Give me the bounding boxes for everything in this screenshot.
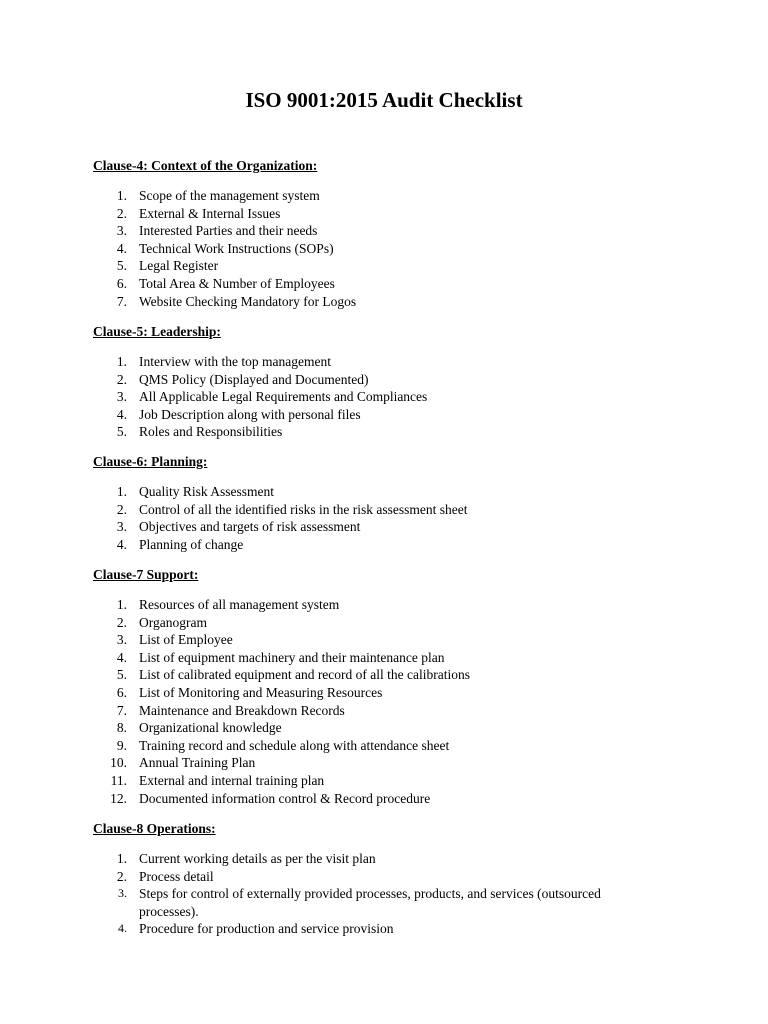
list-item [93, 187, 693, 205]
list-item [93, 754, 693, 772]
list-item [93, 501, 693, 519]
section-clause-6 [93, 453, 693, 553]
item-text: Process detail [139, 868, 214, 884]
item-number: 3. [116, 632, 127, 648]
list-item [93, 850, 693, 868]
item-number: 12. [110, 790, 127, 806]
item-number: 6. [116, 275, 127, 291]
list-item [93, 371, 693, 389]
item-text: Legal Register [139, 258, 219, 274]
item-text: List of Employee [139, 632, 233, 648]
item-number: 6. [116, 684, 127, 700]
checklist [93, 596, 693, 807]
list-item [93, 388, 693, 406]
item-number: 2. [116, 371, 127, 387]
section-heading: Clause-5: Leadership: [93, 324, 221, 339]
item-number: 5. [116, 424, 127, 440]
checklist [93, 483, 693, 553]
list-item [93, 518, 693, 536]
item-text: Roles and Responsibilities [139, 424, 283, 440]
list-item [93, 240, 693, 258]
list-item [93, 536, 693, 554]
item-text: Interview with the top management [139, 354, 331, 369]
item-text: External & Internal Issues [139, 205, 281, 221]
item-text: Technical Work Instructions (SOPs) [139, 240, 334, 256]
item-text: Quality Risk Assessment [139, 484, 275, 499]
list-item [93, 353, 693, 371]
section-heading: Clause-8 Operations: [93, 821, 216, 836]
item-text: Planning of change [139, 536, 244, 552]
item-number: 4. [116, 240, 127, 256]
item-number: 11. [110, 772, 127, 788]
list-item [93, 666, 693, 684]
item-text: Procedure for production and service provision [139, 921, 394, 937]
item-number: 7. [116, 702, 127, 718]
item-number: 2. [116, 614, 127, 630]
list-item [93, 631, 693, 649]
item-number: 5. [116, 258, 127, 274]
item-text: All Applicable Legal Requirements and Compliances [139, 389, 428, 405]
item-number: 1. [116, 597, 127, 612]
item-number: 4. [118, 921, 127, 936]
item-text: Organizational knowledge [139, 720, 282, 736]
section-heading: Clause-6: Planning: [93, 454, 208, 469]
item-number: 3. [118, 886, 127, 901]
list-item [93, 423, 693, 441]
item-text: Interested Parties and their needs [139, 223, 318, 239]
item-text: Job Description along with personal files [139, 406, 361, 422]
list-item [93, 649, 693, 667]
item-number: 4. [116, 649, 127, 665]
list-item [93, 719, 693, 737]
item-number: 4. [116, 406, 127, 422]
list-item [93, 702, 693, 720]
item-number: 2. [116, 501, 127, 517]
section-clause-8 [93, 820, 693, 938]
list-item [93, 868, 693, 886]
item-number: 1. [116, 851, 127, 866]
item-text: Objectives and targets of risk assessment [139, 519, 361, 535]
list-item [93, 406, 693, 424]
item-number: 3. [116, 519, 127, 535]
list-item [93, 614, 693, 632]
item-number: 4. [116, 536, 127, 552]
section-clause-7 [93, 566, 693, 807]
item-text: Steps for control of externally provided processes, products, and services (outsourced processes). [139, 886, 601, 919]
item-text: Maintenance and Breakdown Records [139, 702, 345, 718]
item-text: External and internal training plan [139, 772, 325, 788]
item-text: Scope of the management system [139, 188, 320, 203]
item-text: Current working details as per the visit plan [139, 851, 376, 866]
item-number: 9. [116, 737, 127, 753]
list-item [93, 205, 693, 223]
item-text: List of Monitoring and Measuring Resources [139, 684, 383, 700]
item-text: List of equipment machinery and their maintenance plan [139, 649, 445, 665]
list-item [93, 790, 693, 808]
item-number: 2. [116, 205, 127, 221]
item-text: Website Checking Mandatory for Logos [139, 293, 357, 309]
item-number: 1. [116, 484, 127, 499]
item-text: Resources of all management system [139, 597, 340, 612]
list-item [93, 737, 693, 755]
section-clause-4 [93, 157, 693, 310]
item-number: 8. [116, 720, 127, 736]
item-number: 7. [116, 293, 127, 309]
list-item [93, 596, 693, 614]
item-number: 3. [116, 223, 127, 239]
list-item [93, 920, 693, 938]
list-item [93, 257, 693, 275]
checklist [93, 187, 693, 310]
item-text: Control of all the identified risks in the risk assessment sheet [139, 501, 468, 517]
item-number: 1. [116, 188, 127, 203]
item-text: QMS Policy (Displayed and Documented) [139, 371, 369, 387]
item-text: Training record and schedule along with attendance sheet [139, 737, 450, 753]
item-text: Annual Training Plan [139, 755, 256, 771]
section-heading: Clause-7 Support: [93, 567, 199, 582]
item-number: 2. [116, 868, 127, 884]
section-heading: Clause-4: Context of the Organization: [93, 158, 318, 173]
item-text: Organogram [139, 614, 207, 630]
list-item [93, 684, 693, 702]
checklist [93, 850, 693, 938]
item-number: 3. [116, 389, 127, 405]
list-item [93, 483, 693, 501]
document-title: ISO 9001:2015 Audit Checklist [245, 88, 523, 112]
list-item [93, 772, 693, 790]
item-number: 5. [116, 667, 127, 683]
section-clause-5 [93, 323, 693, 441]
item-text: Documented information control & Record procedure [139, 790, 431, 806]
list-item [93, 885, 693, 920]
item-text: List of calibrated equipment and record of all the calibrations [139, 667, 471, 683]
item-number: 10. [110, 755, 127, 771]
list-item [93, 222, 693, 240]
list-item [93, 293, 693, 311]
checklist [93, 353, 693, 441]
item-number: 1. [116, 354, 127, 369]
item-text: Total Area & Number of Employees [139, 275, 335, 291]
list-item [93, 275, 693, 293]
